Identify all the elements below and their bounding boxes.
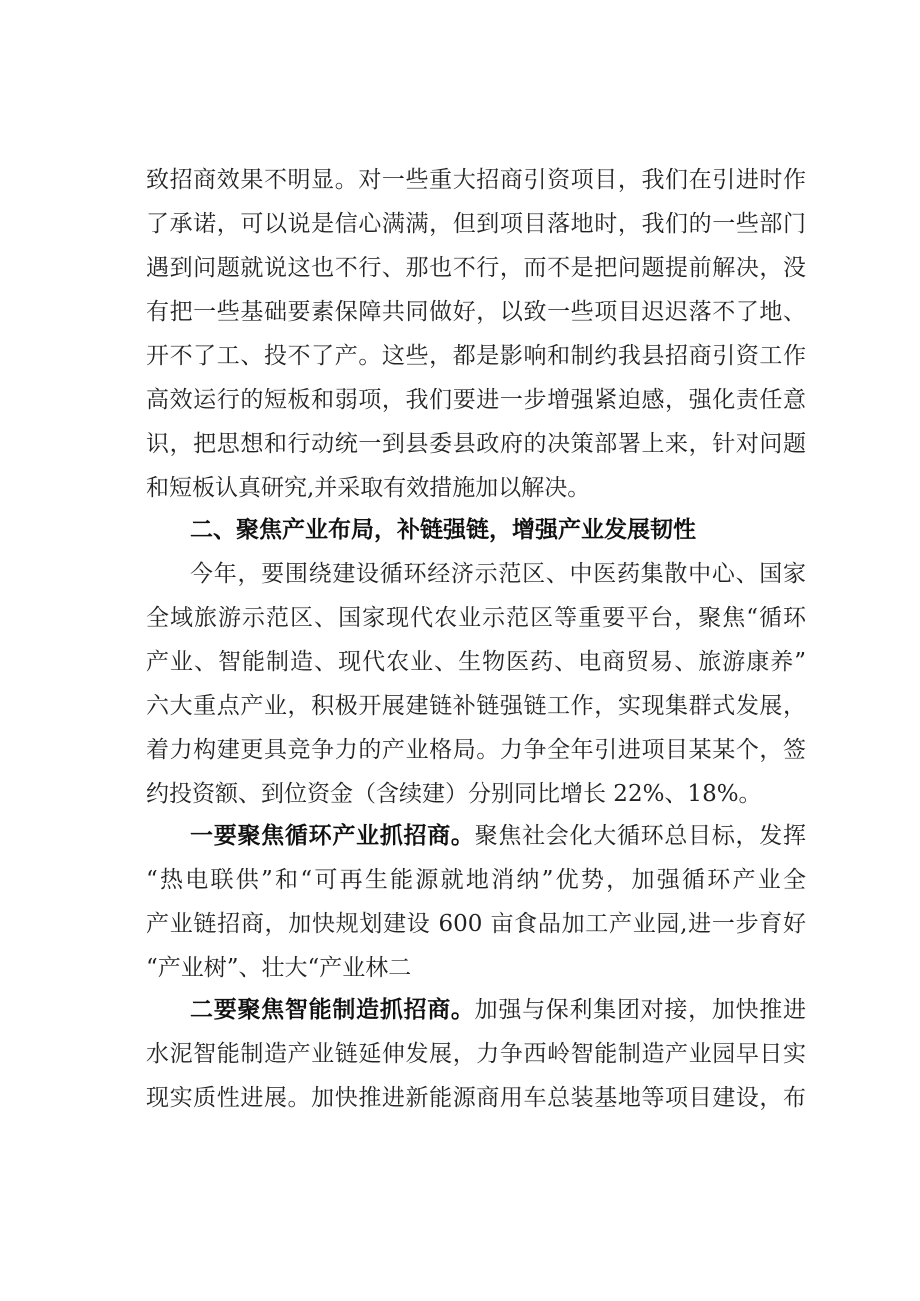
paragraph-line: 水泥智能制造产业链延伸发展，力争西岭智能制造产业园早日实 <box>146 1041 806 1067</box>
paragraph-line: 开不了工、投不了产。这些，都是影响和制约我县招商引资工作 <box>146 343 806 369</box>
paragraph-line: 六大重点产业，积极开展建链补链强链工作，实现集群式发展， <box>146 693 806 719</box>
paragraph-line: 致招商效果不明显。对一些重大招商引资项目，我们在引进时作 <box>146 167 806 193</box>
paragraph-line: “产业树”、壮大“产业林二 <box>146 955 412 981</box>
paragraph-line: “热电联供”和“可再生能源就地消纳”优势，加强循环产业全 <box>146 867 806 893</box>
paragraph-line: 全域旅游示范区、国家现代农业示范区等重要平台，聚焦“循环 <box>146 605 806 631</box>
paragraph-line: 约投资额、到位资金（含续建）分别同比增长 22%、18%。 <box>146 781 762 807</box>
paragraph-line: 着力构建更具竞争力的产业格局。力争全年引进项目某某个，签 <box>146 737 806 763</box>
paragraph-text: 聚焦社会化大循环总目标，发挥 <box>474 823 806 849</box>
paragraph-lead: 一要聚焦循环产业抓招商。 <box>190 823 475 849</box>
paragraph-lead: 二要聚焦智能制造抓招商。 <box>190 997 475 1023</box>
paragraph-line: 和短板认真研究,并采取有效措施加以解决。 <box>146 475 591 501</box>
paragraph-line: 今年，要围绕建设循环经济示范区、中医药集散中心、国家 <box>190 561 806 587</box>
paragraph-line: 遇到问题就说这也不行、那也不行，而不是把问题提前解决，没 <box>146 255 806 281</box>
paragraph-line: 有把一些基础要素保障共同做好，以致一些项目迟迟落不了地、 <box>146 299 806 325</box>
paragraph-line: 高效运行的短板和弱项，我们要进一步增强紧迫感，强化责任意 <box>146 387 806 413</box>
paragraph-line <box>190 816 806 856</box>
paragraph-line: 识，把思想和行动统一到县委县政府的决策部署上来，针对问题 <box>146 431 806 457</box>
paragraph-line: 产业、智能制造、现代农业、生物医药、电商贸易、旅游康养” <box>146 649 806 675</box>
paragraph-line: 现实质性进展。加快推进新能源商用车总装基地等项目建设，布 <box>146 1085 806 1111</box>
paragraph-line <box>190 990 806 1030</box>
paragraph-line: 了承诺，可以说是信心满满，但到项目落地时，我们的一些部门 <box>146 211 806 237</box>
section-heading: 二、聚焦产业布局，补链强链，增强产业发展韧性 <box>190 517 696 543</box>
paragraph-text: 加强与保利集团对接，加快推进 <box>474 997 806 1023</box>
paragraph-line: 产业链招商，加快规划建设 600 亩食品加工产业园,进一步育好 <box>146 911 806 937</box>
